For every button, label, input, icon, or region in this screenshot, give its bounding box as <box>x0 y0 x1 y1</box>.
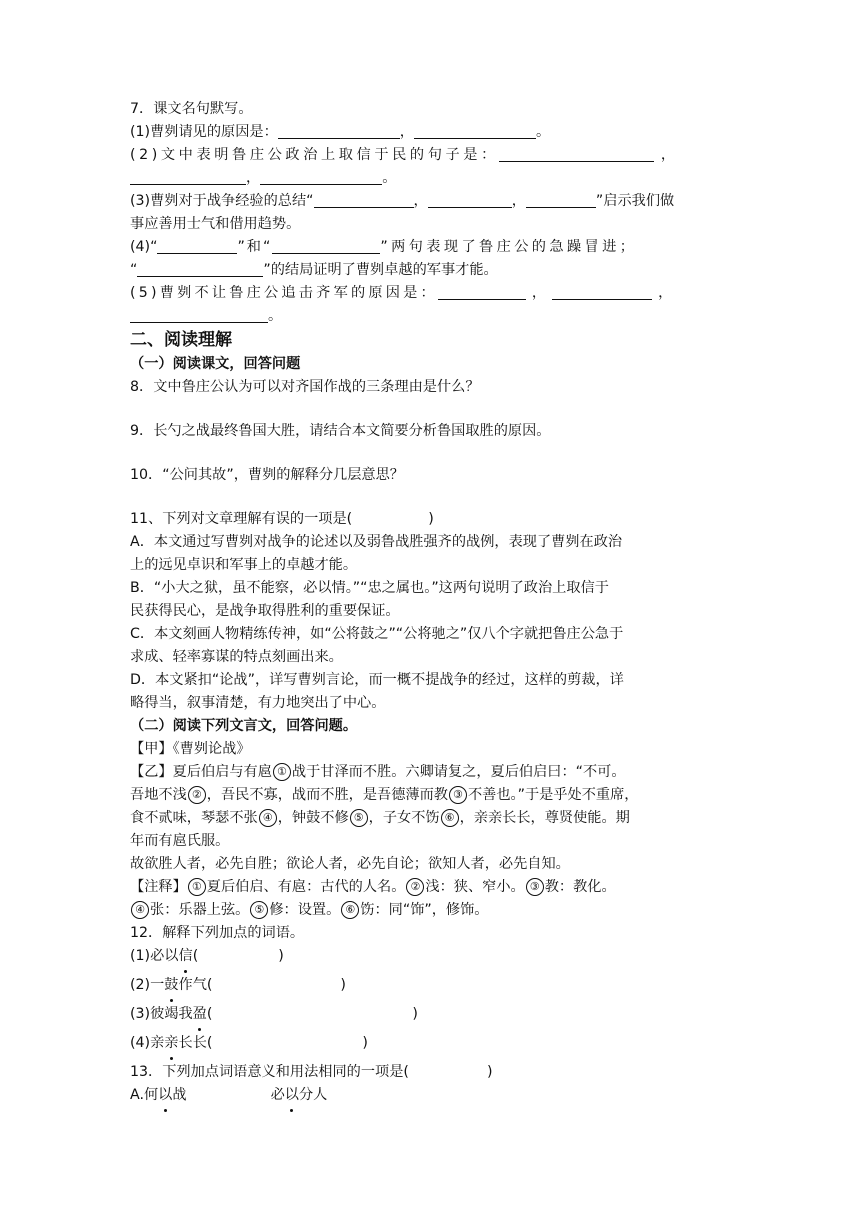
answer-blank[interactable] <box>499 145 654 162</box>
q7-item-1: (1)曹刿请见的原因是： ， 。 <box>130 124 551 140</box>
answer-blank[interactable] <box>278 122 400 139</box>
q12-item-1: (1)必以信( ) <box>130 945 735 974</box>
q7-item-5-cont: 。 <box>130 305 735 328</box>
q7-item-5: (5)曹刿不让鲁庄公追击齐军的原因是： ， ， <box>130 285 673 301</box>
question-9: 9．长勺之战最终鲁国大胜，请结合本文简要分析鲁国取胜的原因。 <box>130 423 551 439</box>
option-a: A．本文通过写曹刿对战争的论述以及弱鲁战胜强齐的战例，表现了曹刿在政治 <box>130 534 623 550</box>
option-b-cont: 民获得民心，是战争取得胜利的重要保证。 <box>130 603 400 619</box>
answer-blank[interactable] <box>272 237 380 254</box>
notes: 【注释】 ① 夏后伯启、有扈：古代的人名。 ② 浅：狭、窄小。 ③ 教：教化。 <box>130 879 616 895</box>
answer-blank[interactable] <box>137 260 263 277</box>
passage-yi-line: 故欲胜人者，必先自胜；欲论人者，必先自论；欲知人者，必先自知。 <box>130 856 570 872</box>
answer-blank[interactable] <box>438 283 526 300</box>
emphasis-dot-char: 鼓 <box>164 974 178 997</box>
q7-item-4-cont: “ ”的结局证明了曹刿卓越的军事才能。 <box>130 262 498 278</box>
passage-yi-line: 吾地不浅 ② ，吾民不寡，战而不胜，是吾德薄而教 ③ 不善也。”于是乎处不重席， <box>130 787 639 803</box>
answer-blank[interactable] <box>157 237 237 254</box>
option-c: C．本文刻画人物精练传神，如“公将鼓之”“公将驰之”仅八个字就把鲁庄公急于 <box>130 626 624 642</box>
answer-blank[interactable] <box>130 168 246 185</box>
emphasis-dot-char: 以 <box>158 1084 172 1107</box>
option-b: B．“小大之狱，虽不能察，必以情。”“忠之属也。”这两句说明了政治上取信于 <box>130 580 609 596</box>
option-d: D．本文紧扣“论战”，详写曹刿言论，而一概不提战争的经过，这样的剪裁，详 <box>130 672 624 688</box>
answer-blank[interactable] <box>428 191 512 208</box>
emphasis-dot-char: 信 <box>178 945 192 968</box>
subsection-heading: （二）阅读下列文言文，回答问题。 <box>130 718 358 734</box>
question-13: 13．下列加点词语意义和用法相同的一项是( ) <box>130 1064 493 1080</box>
answer-blank[interactable] <box>314 191 414 208</box>
q12-item-4: (4)亲亲长长( ) <box>130 1032 735 1061</box>
option-c-cont: 求成、轻率寡谋的特点刻画出来。 <box>130 649 343 665</box>
q7-item-2-cont: ， 。 <box>130 167 735 190</box>
option-d-cont: 略得当，叙事清楚，有力地突出了中心。 <box>130 695 386 711</box>
document-page <box>130 98 735 1107</box>
passage-yi-line: 年而有扈氏服。 <box>130 833 230 849</box>
question-8: 8．文中鲁庄公认为可以对齐国作战的三条理由是什么？ <box>130 379 480 395</box>
answer-blank[interactable] <box>130 306 268 323</box>
emphasis-dot-char: 亲 <box>164 1032 178 1055</box>
subsection-heading: （一）阅读课文，回答问题 <box>130 356 301 372</box>
answer-blank[interactable] <box>526 191 596 208</box>
passage-jia: 【甲】《曹刿论战》 <box>130 741 251 757</box>
question-11: 11、下列对文章理解有误的一项是( ) <box>130 511 434 527</box>
emphasis-dot-char: 以 <box>285 1084 299 1107</box>
emphasis-dot-char: 盈 <box>193 1003 207 1026</box>
passage-yi-line: 食不贰味，琴瑟不张 ④ ，钟鼓不修 ⑤ ，子女不饬 ⑥ ，亲亲长长，尊贤使能。期 <box>130 810 630 826</box>
q12-item-3: (3)彼竭我盈( ) <box>130 1003 735 1032</box>
answer-blank[interactable] <box>552 283 652 300</box>
q7-item-4: (4)“ ”和“ ”两句表现了鲁庄公的急躁冒进； <box>130 239 638 255</box>
question-12: 12．解释下列加点的词语。 <box>130 925 305 941</box>
q13-option-a: A.何以战 必以分人 <box>130 1084 735 1107</box>
answer-blank[interactable] <box>260 168 382 185</box>
section-heading: 二、阅读理解 <box>130 330 232 350</box>
q7-title: 7．课文名句默写。 <box>130 101 253 117</box>
option-a-cont: 上的远见卓识和军事上的卓越才能。 <box>130 557 358 573</box>
answer-blank[interactable] <box>414 122 536 139</box>
q7-item-3-cont: 事应善用士气和借用趋势。 <box>130 216 301 232</box>
q7-item-3: (3)曹刿对于战争经验的总结“ ， ， ”启示我们做 <box>130 193 675 209</box>
notes-cont: ④ 张：乐器上弦。 ⑤ 修：设置。 ⑥ 饬：同“饰”，修饰。 <box>130 899 735 922</box>
passage-yi: 【乙】夏后伯启与有扈 ① 战于甘泽而不胜。六卿请复之，夏后伯启曰：“不可。 <box>130 764 626 780</box>
q12-item-2: (2)一鼓作气( ) <box>130 974 735 1003</box>
q7-item-2: (2)文中表明鲁庄公政治上取信于民的句子是： ， <box>130 147 676 163</box>
question-10: 10．“公问其故”，曹刿的解释分几层意思？ <box>130 467 404 483</box>
